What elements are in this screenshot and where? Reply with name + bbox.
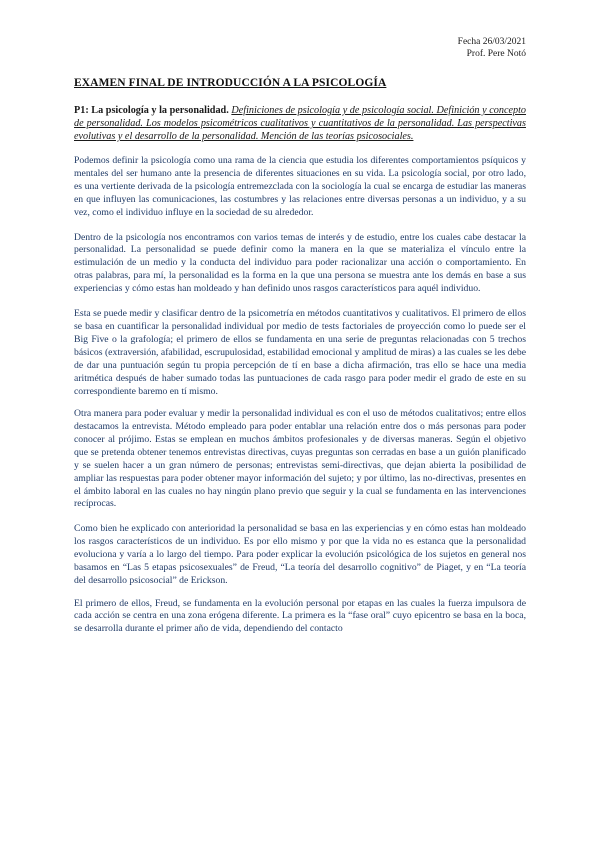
paragraph-freud-stages: El primero de ellos, Freud, se fundamenta en la evolución personal por etapas en las cuales la fuerza impulsora de cada acción se centra en una zona erógena diferente. La primera es la “fase oral” cuyo epicentro se basa en la boca, se desarrolla durante el primer año de vida, dependiendo del contacto <box>74 597 526 635</box>
exam-date: Fecha 26/03/2021 <box>457 37 526 47</box>
paragraph-evolutionary-perspectives: Como bien he explicado con anterioridad la personalidad se basa en las experiencias y en cómo estas han moldeado los rasgos característicos de un individuo. Es por ello mismo y por que la vida no es estanca que la personalidad evoluciona y varía a lo largo del tiempo. Para poder explicar la evolución psicológica de los sujetos en general nos basamos en “Las 5 etapas psicosexuales” de Freud, “La teoría del desarrollo cognitivo” de Piaget, y en “La teoría del desarrollo psicosocial” de Erickson. <box>74 523 526 586</box>
paragraph-quantitative-methods: Esta se puede medir y clasificar dentro de la psicometría en métodos cuantitativos y cualitativos. El primero de ellos se basa en cuantificar la personalidad individual por medio de tests factoriales de proyección como lo puede ser el Big Five o la grafología; el primero de ellos se fundamenta en una serie de preguntas relacionadas con 5 trechos básicos (extraversión, afabilidad, escrupulosidad, estabilidad emocional y amplitud de miras) a las cuales se les debe de dar una puntuación según tu propia percepción de tí en base a dicha afirmación, tras ello se hace una media aritmética después de haber sumado todas las puntuaciones de cada rasgo para poder medir el grado de este en su correspondiente baremo en tí mismo. <box>74 308 526 397</box>
paragraph-personality-definition: Dentro de la psicología nos encontramos con varios temas de interés y de estudio, entre los cuales cabe destacar la personalidad. La personalidad se puede definir como la manera en la que se materializa el vínculo entre la estimulación de un medio y la conducta del individuo para poder racionalizar una acción o comportamiento. En otras palabras, para mí, la personalidad es la forma en la que una persona se muestra ante los demás en base a sus experiencias y cómo estas han moldeado y han definido unos rasgos característicos para aquél individuo. <box>74 231 526 295</box>
paragraph-psychology-definition: Podemos definir la psicología como una rama de la ciencia que estudia los diferentes comportamientos psíquicos y mentales del ser humano ante la presencia de diferentes situaciones en su vida. La psicología social, por otro lado, es una vertiente derivada de la psicología entremezclada con la sociología la cual se encarga de estudiar las maneras en que influyen las comunicaciones, las costumbres y las relaciones entre diversas personas a un individuo, y a su vez, como el individuo influye en la sociedad de su alrededor. <box>74 155 526 218</box>
paragraph-qualitative-methods: Otra manera para poder evaluar y medir la personalidad individual es con el uso de métodos cualitativos; entre ellos destacamos la entrevista. Método empleado para poder entablar una relación entre dos o más personas para poder conocer al prójimo. Estas se emplean en muchos ámbitos profesionales y de diversas maneras. Según el objetivo que se pretenda obtener tenemos entrevistas directivas, cuyas preguntas son cerradas en base a un guión planificado y se suelen hacer a un gran número de personas; entrevistas semi-directivas, que dejan abierta la posibilidad de ampliar las respuestas para poder obtener mayor información del sujeto; y por último, las no-directivas, presentes en el ámbito laboral en las cuales no hay ningún plano previo que seguir y la cual se fundamenta en las intervenciones recíprocas. <box>74 408 526 510</box>
professor-name: Prof. Pere Notó <box>466 49 526 59</box>
unit-description: Definiciones de psicología y de psicología social. Definición y concepto de personalidad. Los modelos psicométricos cualitativos y cuantitativos de la personalidad. Las perspectivas evolutivas y el desarrollo de la personalidad. Mención de las teorías psicosociales. <box>74 105 527 142</box>
page-title: EXAMEN FINAL DE INTRODUCCIÓN A LA PSICOLOGÍA <box>74 77 387 89</box>
header-meta <box>74 36 526 60</box>
unit-label: P1: La psicología y la personalidad. <box>74 105 229 116</box>
unit-heading <box>74 104 526 143</box>
